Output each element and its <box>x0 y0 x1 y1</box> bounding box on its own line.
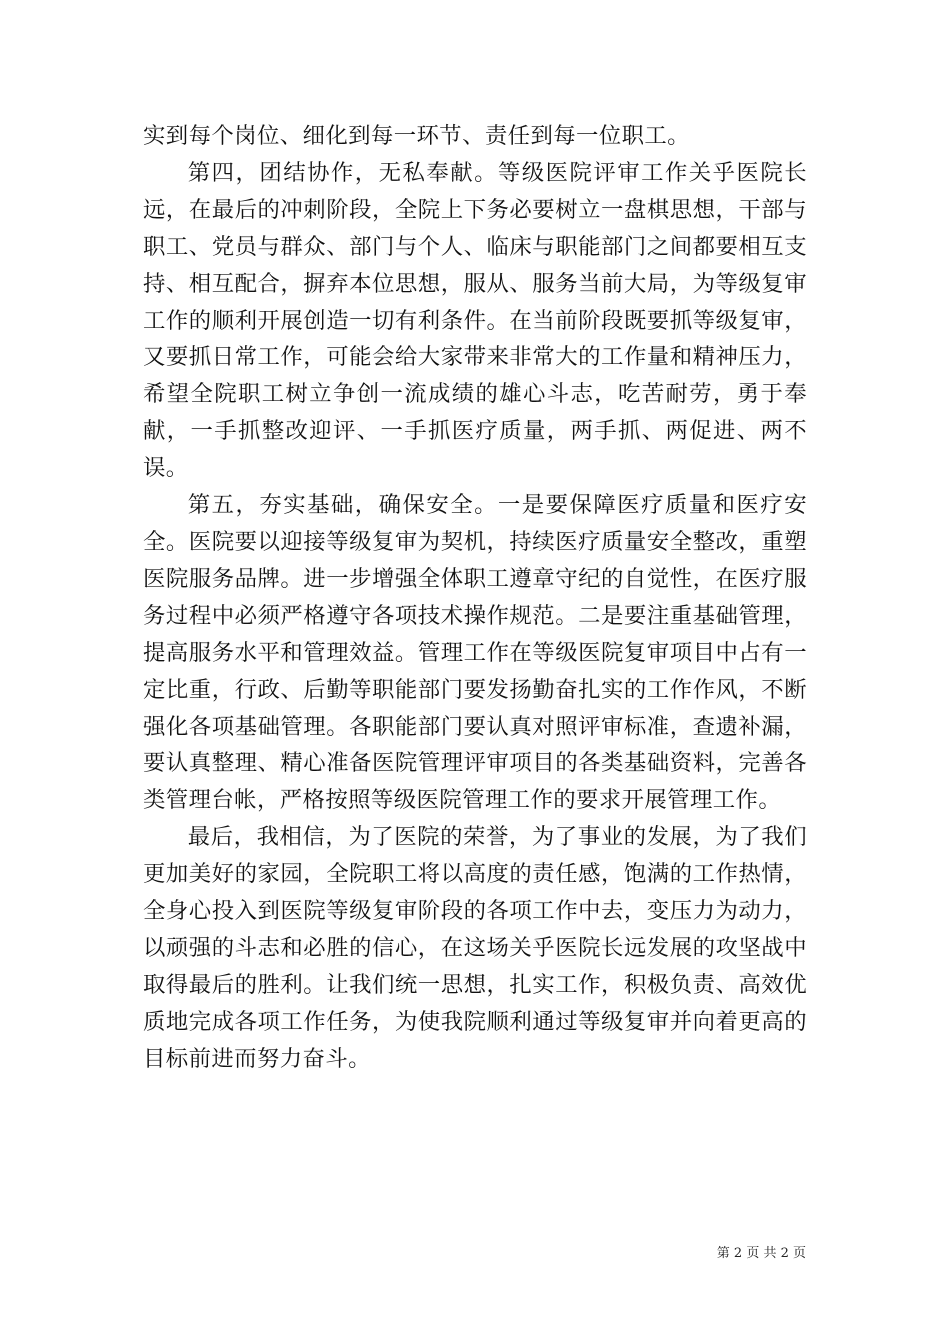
paragraph-fifth-point: 第五，夯实基础，确保安全。一是要保障医疗质量和医疗安全。医院要以迎接等级复审为契机，持续医疗质量安全整改，重塑医院服务品牌。进一步增强全体职工遵章守纪的自觉性，在医疗服务过程中必须严格遵守各项技术操作规范。二是要注重基础管理，提高服务水平和管理效益。管理工作在等级医院复审项目中占有一定比重，行政、后勤等职能部门要发扬勤奋扎实的工作作风，不断强化各项基础管理。各职能部门要认真对照评审标准，查遗补漏，要认真整理、精心准备医院管理评审项目的各类基础资料，完善各类管理台帐，严格按照等级医院管理工作的要求开展管理工作。 <box>143 492 807 814</box>
paragraph-conclusion: 最后，我相信，为了医院的荣誉，为了事业的发展，为了我们更加美好的家园，全院职工将以高度的责任感，饱满的工作热情，全身心投入到医院等级复审阶段的各项工作中去，变压力为动力，以顽强的斗志和必胜的信心，在这场关乎医院长远发展的攻坚战中取得最后的胜利。让我们统一思想，扎实工作，积极负责、高效优质地完成各项工作任务，为使我院顺利通过等级复审并向着更高的目标前进而努力奋斗。 <box>143 824 807 1072</box>
paragraph-fourth-point: 第四，团结协作，无私奉献。等级医院评审工作关乎医院长远，在最后的冲刺阶段，全院上下务必要树立一盘棋思想，干部与职工、党员与群众、部门与个人、临床与职能部门之间都要相互支持、相互配合，摒弃本位思想，服从、服务当前大局，为等级复审工作的顺利开展创造一切有利条件。在当前阶段既要抓等级复审，又要抓日常工作，可能会给大家带来非常大的工作量和精神压力，希望全院职工树立争创一流成绩的雄心斗志，吃苦耐劳，勇于奉献，一手抓整改迎评、一手抓医疗质量，两手抓、两促进、两不误。 <box>143 159 807 482</box>
paragraph-continuation: 实到每个岗位、细化到每一环节、责任到每一位职工。 <box>143 123 690 149</box>
document-body <box>143 118 807 1078</box>
page-number-footer: 第 2 页 共 2 页 <box>716 1246 806 1261</box>
